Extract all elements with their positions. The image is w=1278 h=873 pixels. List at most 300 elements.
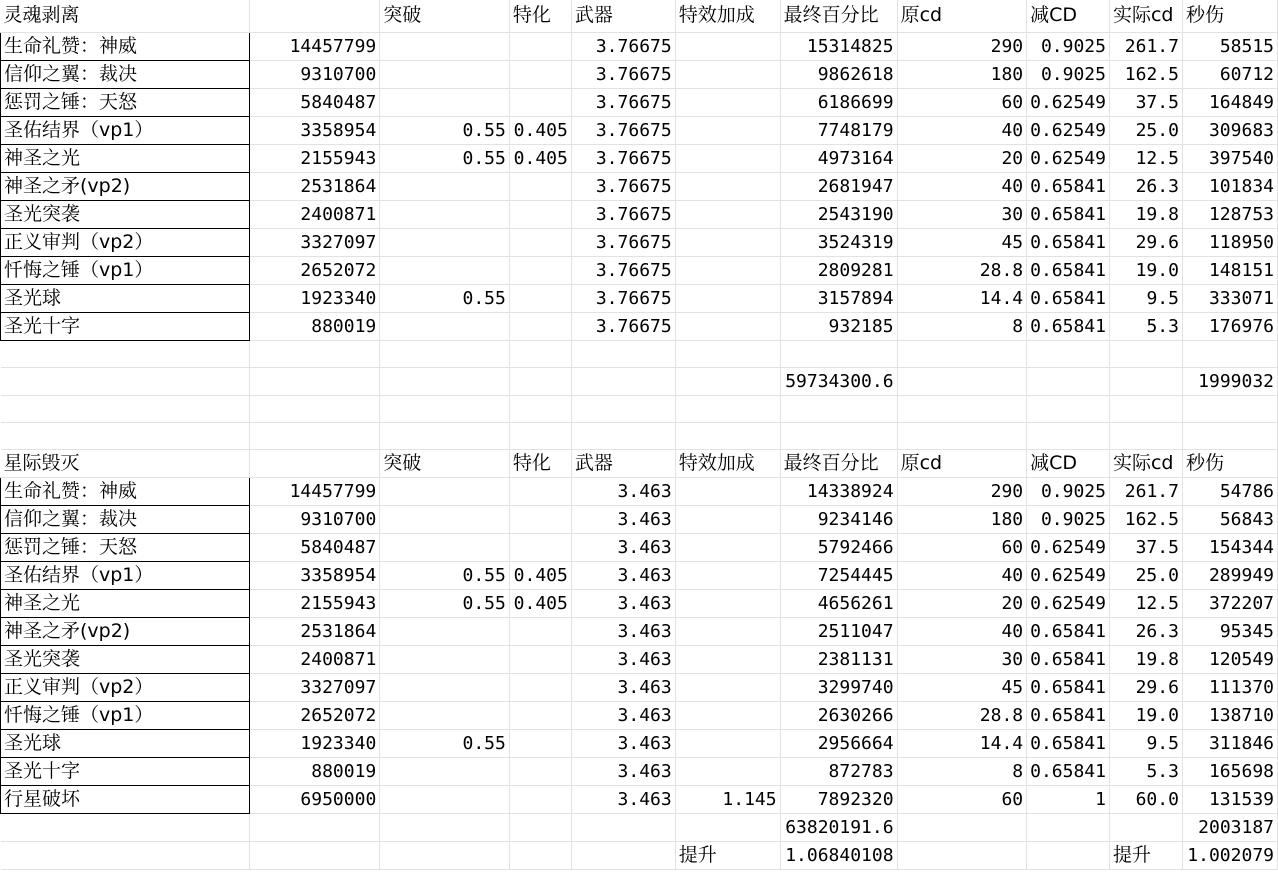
sheet-cell[interactable] <box>380 673 510 701</box>
sheet-cell[interactable] <box>380 505 510 533</box>
skill-name-cell[interactable]: 忏悔之锤（vp1） <box>1 256 250 284</box>
sheet-cell[interactable]: 0.65841 <box>1027 617 1110 645</box>
sheet-cell[interactable] <box>1182 422 1277 449</box>
sheet-cell[interactable]: 3299740 <box>780 673 897 701</box>
sheet-cell[interactable]: 3.463 <box>571 617 675 645</box>
sheet-cell[interactable] <box>509 505 571 533</box>
sheet-cell[interactable] <box>380 395 510 422</box>
sheet-cell[interactable] <box>509 813 571 841</box>
sheet-cell[interactable]: 95345 <box>1182 617 1277 645</box>
sheet-cell[interactable] <box>675 312 780 340</box>
sheet-cell[interactable]: 提升 <box>675 841 780 869</box>
sheet-cell[interactable]: 8 <box>897 312 1027 340</box>
sheet-cell[interactable]: 60.0 <box>1109 785 1182 813</box>
skill-name-cell[interactable]: 星际毁灭 <box>1 449 250 477</box>
sheet-cell[interactable] <box>675 367 780 395</box>
sheet-cell[interactable]: 25.0 <box>1109 561 1182 589</box>
sheet-cell[interactable]: 138710 <box>1182 701 1277 729</box>
sheet-cell[interactable]: 0.65841 <box>1027 256 1110 284</box>
sheet-cell[interactable]: 19.8 <box>1109 645 1182 673</box>
sheet-cell[interactable] <box>675 589 780 617</box>
sheet-cell[interactable]: 9234146 <box>780 505 897 533</box>
sheet-cell[interactable]: 0.62549 <box>1027 88 1110 116</box>
sheet-cell[interactable]: 3327097 <box>250 673 380 701</box>
sheet-cell[interactable] <box>571 340 675 367</box>
sheet-cell[interactable] <box>250 367 380 395</box>
skill-name-cell[interactable]: 神圣之矛(vp2) <box>1 172 250 200</box>
sheet-cell[interactable]: 实际cd <box>1109 0 1182 32</box>
sheet-cell[interactable]: 19.0 <box>1109 256 1182 284</box>
sheet-cell[interactable]: 932185 <box>780 312 897 340</box>
sheet-cell[interactable]: 37.5 <box>1109 88 1182 116</box>
sheet-cell[interactable] <box>897 395 1027 422</box>
sheet-cell[interactable] <box>897 367 1027 395</box>
skill-name-cell[interactable]: 神圣之光 <box>1 589 250 617</box>
sheet-cell[interactable] <box>571 367 675 395</box>
sheet-cell[interactable] <box>897 841 1027 869</box>
sheet-cell[interactable]: 131539 <box>1182 785 1277 813</box>
sheet-cell[interactable]: 3.463 <box>571 477 675 505</box>
sheet-cell[interactable]: 4973164 <box>780 144 897 172</box>
skill-name-cell[interactable]: 信仰之翼：裁决 <box>1 505 250 533</box>
sheet-cell[interactable]: 9.5 <box>1109 729 1182 757</box>
sheet-cell[interactable]: 0.65841 <box>1027 172 1110 200</box>
skill-name-cell[interactable]: 信仰之翼：裁决 <box>1 60 250 88</box>
sheet-cell[interactable] <box>675 533 780 561</box>
sheet-cell[interactable] <box>897 422 1027 449</box>
sheet-cell[interactable]: 54786 <box>1182 477 1277 505</box>
sheet-cell[interactable]: 333071 <box>1182 284 1277 312</box>
skill-name-cell[interactable] <box>1 813 250 841</box>
sheet-cell[interactable]: 26.3 <box>1109 172 1182 200</box>
skill-name-cell[interactable]: 生命礼赞：神威 <box>1 32 250 60</box>
sheet-cell[interactable]: 6950000 <box>250 785 380 813</box>
sheet-cell[interactable]: 0.65841 <box>1027 701 1110 729</box>
sheet-cell[interactable] <box>1182 395 1277 422</box>
sheet-cell[interactable]: 164849 <box>1182 88 1277 116</box>
sheet-cell[interactable] <box>380 340 510 367</box>
sheet-cell[interactable]: 60712 <box>1182 60 1277 88</box>
sheet-cell[interactable] <box>675 116 780 144</box>
sheet-cell[interactable] <box>675 200 780 228</box>
sheet-cell[interactable]: 0.9025 <box>1027 32 1110 60</box>
sheet-cell[interactable]: 40 <box>897 172 1027 200</box>
sheet-cell[interactable] <box>675 172 780 200</box>
sheet-cell[interactable]: 0.65841 <box>1027 312 1110 340</box>
sheet-cell[interactable]: 2531864 <box>250 617 380 645</box>
sheet-cell[interactable] <box>571 813 675 841</box>
sheet-cell[interactable]: 0.62549 <box>1027 561 1110 589</box>
sheet-cell[interactable] <box>380 367 510 395</box>
sheet-cell[interactable] <box>509 200 571 228</box>
sheet-cell[interactable]: 特化 <box>509 0 571 32</box>
sheet-cell[interactable]: 9862618 <box>780 60 897 88</box>
sheet-cell[interactable]: 1.06840108 <box>780 841 897 869</box>
sheet-cell[interactable]: 提升 <box>1109 841 1182 869</box>
sheet-cell[interactable] <box>571 841 675 869</box>
sheet-cell[interactable]: 2003187 <box>1182 813 1277 841</box>
sheet-cell[interactable] <box>1027 841 1110 869</box>
sheet-cell[interactable] <box>380 88 510 116</box>
sheet-cell[interactable]: 3.463 <box>571 505 675 533</box>
sheet-cell[interactable]: 0.65841 <box>1027 284 1110 312</box>
sheet-cell[interactable] <box>1109 813 1182 841</box>
sheet-cell[interactable]: 118950 <box>1182 228 1277 256</box>
sheet-cell[interactable] <box>571 422 675 449</box>
sheet-cell[interactable]: 45 <box>897 673 1027 701</box>
sheet-cell[interactable] <box>675 88 780 116</box>
sheet-cell[interactable] <box>1109 422 1182 449</box>
sheet-cell[interactable]: 28.8 <box>897 701 1027 729</box>
sheet-cell[interactable] <box>509 395 571 422</box>
skill-name-cell[interactable]: 生命礼赞：神威 <box>1 477 250 505</box>
sheet-cell[interactable]: 9310700 <box>250 505 380 533</box>
sheet-cell[interactable] <box>509 367 571 395</box>
sheet-cell[interactable]: 880019 <box>250 312 380 340</box>
sheet-cell[interactable]: 40 <box>897 617 1027 645</box>
sheet-cell[interactable]: 最终百分比 <box>780 0 897 32</box>
sheet-cell[interactable]: 3.76675 <box>571 228 675 256</box>
sheet-cell[interactable] <box>1027 367 1110 395</box>
sheet-cell[interactable]: 2400871 <box>250 645 380 673</box>
sheet-cell[interactable]: 19.0 <box>1109 701 1182 729</box>
sheet-cell[interactable] <box>675 673 780 701</box>
sheet-cell[interactable]: 111370 <box>1182 673 1277 701</box>
sheet-cell[interactable]: 180 <box>897 60 1027 88</box>
sheet-cell[interactable]: 0.9025 <box>1027 505 1110 533</box>
sheet-cell[interactable]: 0.55 <box>380 561 510 589</box>
sheet-cell[interactable]: 特效加成 <box>675 0 780 32</box>
sheet-cell[interactable] <box>1027 340 1110 367</box>
sheet-cell[interactable] <box>675 757 780 785</box>
sheet-cell[interactable]: 秒伤 <box>1182 449 1277 477</box>
sheet-cell[interactable]: 7892320 <box>780 785 897 813</box>
sheet-cell[interactable] <box>675 422 780 449</box>
sheet-cell[interactable]: 14338924 <box>780 477 897 505</box>
sheet-cell[interactable]: 3.76675 <box>571 172 675 200</box>
sheet-cell[interactable]: 20 <box>897 589 1027 617</box>
sheet-cell[interactable]: 3.463 <box>571 589 675 617</box>
sheet-cell[interactable]: 29.6 <box>1109 228 1182 256</box>
sheet-cell[interactable]: 3.463 <box>571 673 675 701</box>
sheet-cell[interactable] <box>780 395 897 422</box>
sheet-cell[interactable]: 0.55 <box>380 116 510 144</box>
sheet-cell[interactable]: 7748179 <box>780 116 897 144</box>
sheet-cell[interactable]: 2543190 <box>780 200 897 228</box>
sheet-cell[interactable]: 290 <box>897 477 1027 505</box>
sheet-cell[interactable] <box>250 449 380 477</box>
sheet-cell[interactable] <box>675 729 780 757</box>
skill-name-cell[interactable] <box>1 340 250 367</box>
sheet-cell[interactable]: 3.76675 <box>571 32 675 60</box>
sheet-cell[interactable] <box>509 729 571 757</box>
sheet-cell[interactable] <box>675 32 780 60</box>
sheet-cell[interactable]: 15314825 <box>780 32 897 60</box>
sheet-cell[interactable]: 2652072 <box>250 701 380 729</box>
sheet-cell[interactable]: 59734300.6 <box>780 367 897 395</box>
skill-name-cell[interactable]: 忏悔之锤（vp1） <box>1 701 250 729</box>
sheet-cell[interactable] <box>509 617 571 645</box>
sheet-cell[interactable] <box>509 60 571 88</box>
sheet-cell[interactable]: 0.65841 <box>1027 757 1110 785</box>
skill-name-cell[interactable]: 行星破坏 <box>1 785 250 813</box>
sheet-cell[interactable]: 63820191.6 <box>780 813 897 841</box>
sheet-cell[interactable]: 3.76675 <box>571 200 675 228</box>
sheet-cell[interactable] <box>380 172 510 200</box>
sheet-cell[interactable]: 120549 <box>1182 645 1277 673</box>
skill-name-cell[interactable] <box>1 422 250 449</box>
sheet-cell[interactable] <box>509 701 571 729</box>
sheet-cell[interactable] <box>380 533 510 561</box>
sheet-cell[interactable] <box>509 88 571 116</box>
sheet-cell[interactable] <box>675 645 780 673</box>
sheet-cell[interactable]: 3.76675 <box>571 256 675 284</box>
sheet-cell[interactable]: 290 <box>897 32 1027 60</box>
sheet-cell[interactable]: 3.463 <box>571 533 675 561</box>
sheet-cell[interactable]: 2511047 <box>780 617 897 645</box>
sheet-cell[interactable]: 3358954 <box>250 561 380 589</box>
sheet-cell[interactable]: 武器 <box>571 0 675 32</box>
sheet-cell[interactable]: 0.65841 <box>1027 645 1110 673</box>
skill-name-cell[interactable] <box>1 395 250 422</box>
sheet-cell[interactable]: 0.405 <box>509 116 571 144</box>
sheet-cell[interactable] <box>250 422 380 449</box>
sheet-cell[interactable] <box>380 813 510 841</box>
sheet-cell[interactable]: 2531864 <box>250 172 380 200</box>
sheet-cell[interactable] <box>380 422 510 449</box>
sheet-cell[interactable] <box>509 172 571 200</box>
sheet-cell[interactable]: 3.76675 <box>571 312 675 340</box>
sheet-cell[interactable]: 0.9025 <box>1027 60 1110 88</box>
sheet-cell[interactable]: 原cd <box>897 0 1027 32</box>
sheet-cell[interactable]: 3.76675 <box>571 116 675 144</box>
sheet-cell[interactable]: 特效加成 <box>675 449 780 477</box>
skill-name-cell[interactable]: 圣光十字 <box>1 757 250 785</box>
sheet-cell[interactable]: 0.405 <box>509 144 571 172</box>
sheet-cell[interactable] <box>571 395 675 422</box>
sheet-cell[interactable]: 1.145 <box>675 785 780 813</box>
skill-name-cell[interactable]: 圣光突袭 <box>1 200 250 228</box>
sheet-cell[interactable]: 12.5 <box>1109 144 1182 172</box>
sheet-cell[interactable]: 5.3 <box>1109 312 1182 340</box>
sheet-cell[interactable]: 0.62549 <box>1027 116 1110 144</box>
sheet-cell[interactable]: 154344 <box>1182 533 1277 561</box>
sheet-cell[interactable]: 实际cd <box>1109 449 1182 477</box>
sheet-cell[interactable]: 56843 <box>1182 505 1277 533</box>
sheet-cell[interactable] <box>380 785 510 813</box>
sheet-cell[interactable]: 0.62549 <box>1027 144 1110 172</box>
sheet-cell[interactable] <box>675 395 780 422</box>
sheet-cell[interactable]: 14.4 <box>897 284 1027 312</box>
sheet-cell[interactable]: 3.76675 <box>571 284 675 312</box>
sheet-cell[interactable]: 3.463 <box>571 757 675 785</box>
sheet-cell[interactable] <box>250 813 380 841</box>
sheet-cell[interactable] <box>675 60 780 88</box>
sheet-cell[interactable]: 872783 <box>780 757 897 785</box>
sheet-cell[interactable] <box>509 284 571 312</box>
sheet-cell[interactable]: 261.7 <box>1109 32 1182 60</box>
sheet-cell[interactable]: 2809281 <box>780 256 897 284</box>
skill-name-cell[interactable]: 正义审判（vp2） <box>1 228 250 256</box>
sheet-cell[interactable] <box>509 785 571 813</box>
sheet-cell[interactable]: 45 <box>897 228 1027 256</box>
sheet-cell[interactable]: 0.65841 <box>1027 729 1110 757</box>
sheet-cell[interactable]: 3.76675 <box>571 88 675 116</box>
sheet-cell[interactable] <box>509 422 571 449</box>
sheet-cell[interactable]: 180 <box>897 505 1027 533</box>
sheet-cell[interactable]: 1923340 <box>250 284 380 312</box>
sheet-cell[interactable] <box>897 813 1027 841</box>
sheet-cell[interactable]: 2681947 <box>780 172 897 200</box>
sheet-cell[interactable] <box>1109 340 1182 367</box>
sheet-cell[interactable]: 2956664 <box>780 729 897 757</box>
sheet-cell[interactable] <box>675 505 780 533</box>
sheet-cell[interactable]: 0.55 <box>380 144 510 172</box>
sheet-cell[interactable] <box>380 60 510 88</box>
sheet-cell[interactable]: 武器 <box>571 449 675 477</box>
sheet-cell[interactable]: 0.9025 <box>1027 477 1110 505</box>
sheet-cell[interactable]: 101834 <box>1182 172 1277 200</box>
sheet-cell[interactable] <box>509 757 571 785</box>
sheet-cell[interactable]: 14457799 <box>250 32 380 60</box>
sheet-cell[interactable]: 0.405 <box>509 589 571 617</box>
sheet-cell[interactable]: 26.3 <box>1109 617 1182 645</box>
sheet-cell[interactable]: 128753 <box>1182 200 1277 228</box>
sheet-cell[interactable] <box>380 645 510 673</box>
sheet-cell[interactable] <box>380 256 510 284</box>
sheet-cell[interactable]: 特化 <box>509 449 571 477</box>
sheet-cell[interactable]: 40 <box>897 561 1027 589</box>
sheet-cell[interactable]: 0.55 <box>380 729 510 757</box>
sheet-cell[interactable]: 6186699 <box>780 88 897 116</box>
sheet-cell[interactable] <box>1027 813 1110 841</box>
sheet-cell[interactable] <box>250 395 380 422</box>
sheet-cell[interactable]: 20 <box>897 144 1027 172</box>
sheet-cell[interactable]: 309683 <box>1182 116 1277 144</box>
sheet-cell[interactable]: 3157894 <box>780 284 897 312</box>
sheet-cell[interactable]: 29.6 <box>1109 673 1182 701</box>
sheet-cell[interactable] <box>675 144 780 172</box>
sheet-cell[interactable] <box>509 256 571 284</box>
sheet-cell[interactable] <box>1027 422 1110 449</box>
sheet-cell[interactable] <box>380 617 510 645</box>
skill-name-cell[interactable]: 圣佑结界（vp1） <box>1 561 250 589</box>
sheet-cell[interactable] <box>780 340 897 367</box>
sheet-cell[interactable] <box>509 312 571 340</box>
sheet-cell[interactable] <box>675 340 780 367</box>
sheet-cell[interactable] <box>509 533 571 561</box>
sheet-cell[interactable]: 3327097 <box>250 228 380 256</box>
sheet-cell[interactable] <box>675 256 780 284</box>
sheet-cell[interactable] <box>380 477 510 505</box>
sheet-cell[interactable]: 1999032 <box>1182 367 1277 395</box>
sheet-cell[interactable]: 突破 <box>380 449 510 477</box>
skill-name-cell[interactable]: 神圣之矛(vp2) <box>1 617 250 645</box>
sheet-cell[interactable]: 0.405 <box>509 561 571 589</box>
sheet-cell[interactable] <box>380 312 510 340</box>
sheet-cell[interactable] <box>780 422 897 449</box>
sheet-cell[interactable]: 3.463 <box>571 785 675 813</box>
sheet-cell[interactable] <box>897 340 1027 367</box>
sheet-cell[interactable]: 1923340 <box>250 729 380 757</box>
sheet-cell[interactable] <box>250 0 380 32</box>
sheet-cell[interactable]: 397540 <box>1182 144 1277 172</box>
sheet-cell[interactable]: 2155943 <box>250 144 380 172</box>
sheet-cell[interactable]: 8 <box>897 757 1027 785</box>
sheet-cell[interactable]: 0.55 <box>380 284 510 312</box>
sheet-cell[interactable]: 148151 <box>1182 256 1277 284</box>
sheet-cell[interactable]: 9.5 <box>1109 284 1182 312</box>
sheet-cell[interactable]: 0.65841 <box>1027 200 1110 228</box>
sheet-cell[interactable]: 3524319 <box>780 228 897 256</box>
sheet-cell[interactable]: 880019 <box>250 757 380 785</box>
sheet-cell[interactable]: 9310700 <box>250 60 380 88</box>
sheet-cell[interactable]: 秒伤 <box>1182 0 1277 32</box>
sheet-cell[interactable]: 2400871 <box>250 200 380 228</box>
sheet-cell[interactable]: 5840487 <box>250 533 380 561</box>
skill-name-cell[interactable] <box>1 841 250 869</box>
sheet-cell[interactable]: 0.62549 <box>1027 533 1110 561</box>
sheet-cell[interactable]: 最终百分比 <box>780 449 897 477</box>
skill-name-cell[interactable]: 圣光球 <box>1 729 250 757</box>
skill-name-cell[interactable]: 圣佑结界（vp1） <box>1 116 250 144</box>
sheet-cell[interactable]: 突破 <box>380 0 510 32</box>
sheet-cell[interactable]: 19.8 <box>1109 200 1182 228</box>
skill-name-cell[interactable] <box>1 367 250 395</box>
sheet-cell[interactable] <box>380 32 510 60</box>
sheet-cell[interactable]: 0.62549 <box>1027 589 1110 617</box>
sheet-cell[interactable]: 3.463 <box>571 729 675 757</box>
sheet-cell[interactable]: 60 <box>897 785 1027 813</box>
sheet-cell[interactable]: 3358954 <box>250 116 380 144</box>
sheet-cell[interactable]: 165698 <box>1182 757 1277 785</box>
sheet-cell[interactable] <box>675 813 780 841</box>
sheet-cell[interactable]: 289949 <box>1182 561 1277 589</box>
sheet-cell[interactable]: 162.5 <box>1109 505 1182 533</box>
sheet-cell[interactable]: 25.0 <box>1109 116 1182 144</box>
skill-name-cell[interactable]: 灵魂剥离 <box>1 0 250 32</box>
skill-name-cell[interactable]: 圣光球 <box>1 284 250 312</box>
sheet-cell[interactable] <box>509 32 571 60</box>
sheet-cell[interactable] <box>380 757 510 785</box>
sheet-cell[interactable]: 4656261 <box>780 589 897 617</box>
sheet-cell[interactable]: 5.3 <box>1109 757 1182 785</box>
sheet-cell[interactable] <box>380 200 510 228</box>
sheet-cell[interactable]: 3.76675 <box>571 144 675 172</box>
sheet-cell[interactable] <box>380 841 510 869</box>
sheet-cell[interactable]: 3.463 <box>571 645 675 673</box>
sheet-cell[interactable] <box>675 561 780 589</box>
sheet-cell[interactable]: 5840487 <box>250 88 380 116</box>
sheet-cell[interactable]: 5792466 <box>780 533 897 561</box>
sheet-cell[interactable]: 162.5 <box>1109 60 1182 88</box>
sheet-cell[interactable]: 30 <box>897 645 1027 673</box>
sheet-cell[interactable]: 原cd <box>897 449 1027 477</box>
sheet-cell[interactable]: 7254445 <box>780 561 897 589</box>
sheet-cell[interactable]: 2652072 <box>250 256 380 284</box>
sheet-cell[interactable]: 40 <box>897 116 1027 144</box>
sheet-cell[interactable] <box>675 477 780 505</box>
sheet-cell[interactable] <box>675 228 780 256</box>
sheet-cell[interactable]: 58515 <box>1182 32 1277 60</box>
sheet-cell[interactable]: 1.002079 <box>1182 841 1277 869</box>
sheet-cell[interactable]: 12.5 <box>1109 589 1182 617</box>
sheet-cell[interactable] <box>509 477 571 505</box>
skill-name-cell[interactable]: 惩罚之锤：天怒 <box>1 533 250 561</box>
skill-name-cell[interactable]: 惩罚之锤：天怒 <box>1 88 250 116</box>
sheet-cell[interactable]: 0.65841 <box>1027 673 1110 701</box>
sheet-cell[interactable]: 28.8 <box>897 256 1027 284</box>
